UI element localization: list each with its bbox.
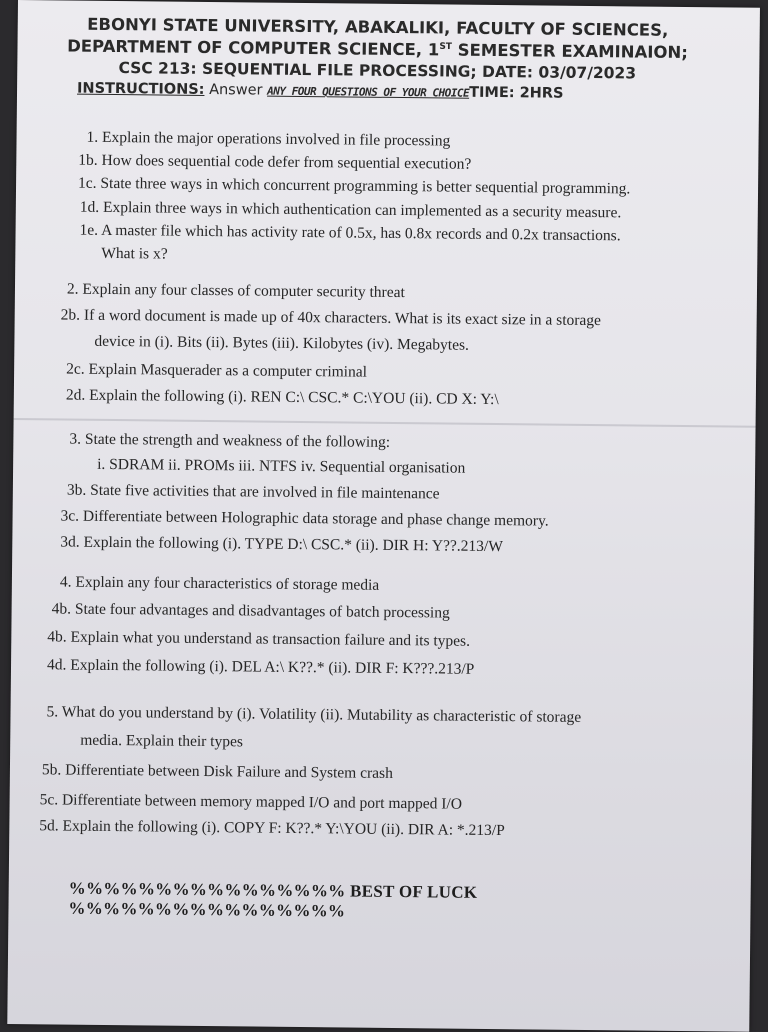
- question-1: 1. Explain the major operations involved in file processing: [86, 128, 451, 150]
- question-4: 4. Explain any four characteristics of storage media: [59, 573, 380, 594]
- question-3b: 3b. State five activities that are involved in file maintenance: [66, 481, 440, 503]
- question-4b: 4b. State four advantages and disadvantages of batch processing: [51, 600, 450, 622]
- question-2b: 2b. If a word document is made up of 40x characters. What is its exact size in a storage: [60, 306, 602, 330]
- question-5c: 5c. Differentiate between memory mapped I/O and port mapped I/O: [39, 791, 463, 813]
- question-5d: 5d. Explain the following (i). COPY F: K??.* Y:\YOU (ii). DIR A: *.213/P: [39, 817, 505, 840]
- question-1d: 1d. Explain three ways in which authentication can implemented as a security measure.: [79, 198, 622, 222]
- question-2b-cont: device in (i). Bits (ii). Bytes (iii). Kilobytes (iv). Megabytes.: [94, 332, 470, 354]
- question-3c: 3c. Differentiate between Holographic data storage and phase change memory.: [60, 507, 549, 530]
- question-3d: 3d. Explain the following (i). TYPE D:\ CSC.* (ii). DIR H: Y??.213/W: [60, 533, 503, 556]
- question-5: 5. What do you understand by (i). Volatility (ii). Mutability as characteristic of storage: [46, 703, 582, 726]
- question-3: 3. State the strength and weakness of the following:: [69, 430, 391, 451]
- question-1b: 1b. How does sequential code defer from sequential execution?: [78, 151, 472, 173]
- course-title: CSC 213: SEQUENTIAL FILE PROCESSING; DATE: 03/07/2023: [118, 59, 637, 83]
- instructions-line: INSTRUCTIONS: Answer ANY FOUR QUESTIONS OF YOUR CHOICETIME: 2HRS: [76, 80, 564, 102]
- question-4d: 4d. Explain the following (i). DEL A:\ K??.* (ii). DIR F: K???.213/P: [46, 656, 475, 678]
- question-5b: 5b. Differentiate between Disk Failure and System crash: [41, 761, 393, 782]
- time-allowed: TIME: 2HRS: [469, 84, 564, 102]
- university-title: EBONYI STATE UNIVERSITY, ABAKALIKI, FACULTY OF SCIENCES,: [87, 14, 669, 40]
- handwritten-instruction: ANY FOUR QUESTIONS OF YOUR CHOICE: [267, 84, 470, 100]
- question-2: 2. Explain any four classes of computer security threat: [66, 280, 405, 302]
- question-1e: 1e. A master file which has activity rate of 0.5x, has 0.8x records and 0.2x transactions.: [79, 221, 621, 245]
- instructions-label: INSTRUCTIONS:: [76, 80, 205, 98]
- department-title: DEPARTMENT OF COMPUTER SCIENCE, 1ST SEMESTER EXAMINAION;: [67, 36, 688, 63]
- paper-fold: [14, 418, 756, 428]
- exam-paper: [7, 0, 760, 1032]
- question-3-items: i. SDRAM ii. PROMs iii. NTFS iv. Sequential organisation: [97, 455, 466, 477]
- question-1c: 1c. State three ways in which concurrent programming is better sequential programming.: [77, 174, 631, 198]
- question-2d: 2d. Explain the following (i). REN C:\ CSC.* C:\YOU (ii). CD X: Y:\: [65, 386, 499, 409]
- question-1e-cont: What is x?: [101, 244, 168, 263]
- question-5-cont: media. Explain their types: [80, 731, 244, 751]
- best-of-luck-footer: %%%%%%%%%%%%%%%% BEST OF LUCK %%%%%%%%%%%%%%%%: [68, 878, 478, 921]
- question-2c: 2c. Explain Masquerader as a computer criminal: [66, 360, 368, 381]
- question-4b-second: 4b. Explain what you understand as transaction failure and its types.: [47, 628, 471, 650]
